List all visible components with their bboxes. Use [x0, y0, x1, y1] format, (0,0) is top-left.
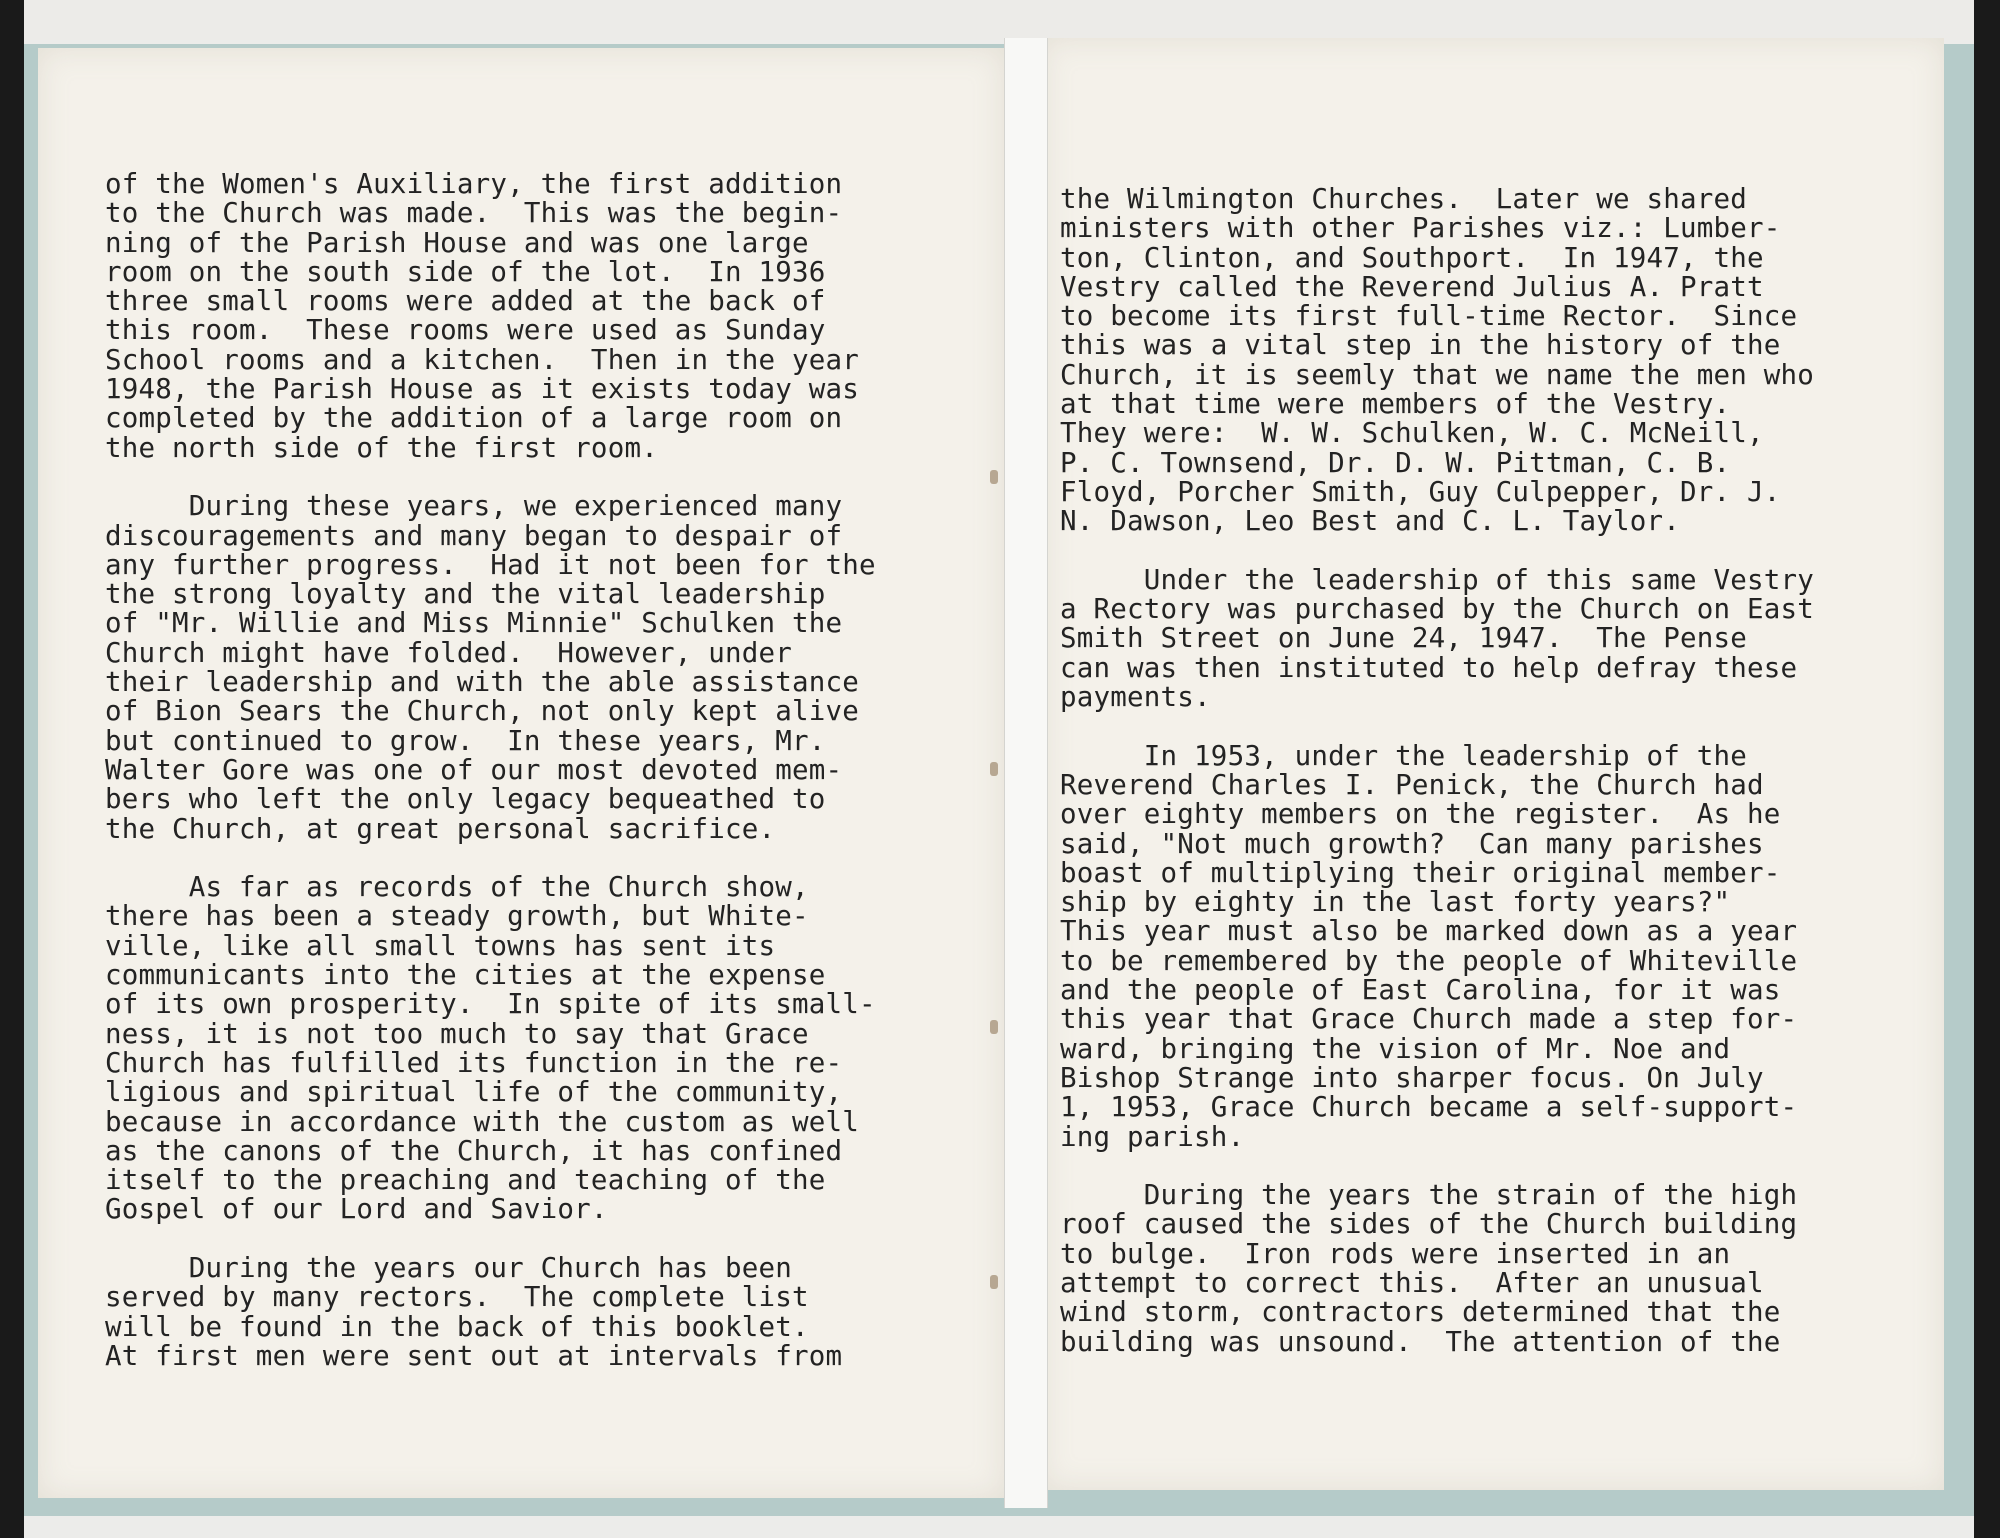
text-line: Reverend Charles I. Penick, the Church had — [1060, 768, 1764, 801]
text-line: of the Women's Auxiliary, the first addition — [105, 168, 843, 200]
right-page-text — [1060, 185, 1814, 1357]
text-line: communicants into the cities at the expense — [105, 959, 826, 992]
text-line: this room. These rooms were used as Sunday — [105, 314, 826, 347]
text-line: ton, Clinton, and Southport. In 1947, the — [1060, 241, 1764, 274]
text-line: discouragements and many began to despair of — [105, 519, 843, 552]
left-page-text — [105, 170, 876, 1371]
text-line: N. Dawson, Leo Best and C. L. Taylor. — [1060, 505, 1680, 538]
text-line: As far as records of the Church show, — [105, 871, 809, 904]
text-line: to become its first full-time Rector. Since — [1060, 300, 1798, 333]
scan-background — [0, 0, 2000, 40]
text-line: ministers with other Parishes viz.: Lumber- — [1060, 212, 1781, 245]
text-line: building was unsound. The attention of the — [1060, 1325, 1781, 1358]
staple-mark — [990, 1275, 998, 1289]
text-line: Walter Gore was one of our most devoted mem- — [105, 753, 843, 786]
text-line — [1060, 712, 1814, 741]
text-line: can was then instituted to help defray these — [1060, 651, 1798, 684]
text-line: boast of multiplying their original member- — [1060, 856, 1781, 889]
text-line: Church might have folded. However, under — [105, 636, 793, 669]
text-line: to be remembered by the people of Whiteville — [1060, 944, 1798, 977]
text-line: ness, it is not too much to say that Grace — [105, 1017, 809, 1050]
text-line: itself to the preaching and teaching of the — [105, 1164, 826, 1197]
text-line: at that time were members of the Vestry. — [1060, 388, 1731, 421]
text-line: Church has fulfilled its function in the re- — [105, 1046, 843, 1079]
text-line: During the years the strain of the high — [1060, 1179, 1798, 1212]
text-line: said, "Not much growth? Can many parishes — [1060, 827, 1764, 860]
text-line: of Bion Sears the Church, not only kept alive — [105, 695, 860, 728]
text-line — [1060, 1152, 1814, 1181]
text-line: Under the leadership of this same Vestry — [1060, 563, 1815, 596]
text-line — [105, 1225, 876, 1254]
text-line: the Wilmington Churches. Later we shared — [1060, 183, 1748, 215]
text-line: roof caused the sides of the Church building — [1060, 1208, 1798, 1241]
text-line — [1060, 537, 1814, 566]
text-line: because in accordance with the custom as well — [105, 1105, 860, 1138]
text-line: School rooms and a kitchen. Then in the year — [105, 343, 860, 376]
text-line: the Church, at great personal sacrifice. — [105, 812, 776, 845]
text-line: over eighty members on the register. As he — [1060, 798, 1781, 831]
text-line: This year must also be marked down as a year — [1060, 915, 1798, 948]
text-line: Smith Street on June 24, 1947. The Pense — [1060, 622, 1748, 655]
staple-mark — [990, 470, 998, 484]
text-line: ning of the Parish House and was one large — [105, 226, 809, 259]
text-line — [105, 844, 876, 873]
text-line: their leadership and with the able assistance — [105, 666, 860, 699]
text-line: of "Mr. Willie and Miss Minnie" Schulken the — [105, 607, 843, 640]
text-line: but continued to grow. In these years, Mr. — [105, 724, 826, 757]
text-line: completed by the addition of a large room on — [105, 402, 843, 435]
text-line: ing parish. — [1060, 1120, 1245, 1153]
text-line: and the people of East Carolina, for it was — [1060, 974, 1781, 1007]
text-line: At first men were sent out at intervals from — [105, 1339, 843, 1372]
text-line: During these years, we experienced many — [105, 490, 843, 523]
text-line: ship by eighty in the last forty years?" — [1060, 886, 1731, 919]
text-line: ville, like all small towns has sent its — [105, 929, 776, 962]
text-line: to the Church was made. This was the begin- — [105, 197, 843, 230]
text-line: room on the south side of the lot. In 1936 — [105, 255, 826, 288]
text-line: of its own prosperity. In spite of its small- — [105, 988, 876, 1021]
scan-border-right — [1974, 0, 2000, 1538]
text-line: attempt to correct this. After an unusual — [1060, 1266, 1764, 1299]
text-line: 1948, the Parish House as it exists today was — [105, 373, 860, 406]
text-line: to bulge. Iron rods were inserted in an — [1060, 1237, 1731, 1270]
text-line: three small rooms were added at the back of — [105, 285, 826, 318]
text-line: the north side of the first room. — [105, 431, 658, 464]
text-line: Gospel of our Lord and Savior. — [105, 1193, 608, 1226]
text-line: bers who left the only legacy bequeathed to — [105, 783, 826, 816]
text-line: this year that Grace Church made a step for- — [1060, 1003, 1798, 1036]
text-line: as the canons of the Church, it has confined — [105, 1134, 843, 1167]
text-line: Vestry called the Reverend Julius A. Pratt — [1060, 270, 1764, 303]
text-line: wind storm, contractors determined that the — [1060, 1296, 1781, 1329]
text-line — [105, 463, 876, 492]
text-line: ward, bringing the vision of Mr. Noe and — [1060, 1032, 1731, 1065]
text-line: this was a vital step in the history of the — [1060, 329, 1781, 362]
text-line: a Rectory was purchased by the Church on East — [1060, 593, 1815, 626]
text-line: payments. — [1060, 681, 1211, 714]
binding-tape — [1004, 38, 1048, 1508]
text-line: will be found in the back of this booklet. — [105, 1310, 809, 1343]
text-line: Church, it is seemly that we name the men who — [1060, 358, 1815, 391]
text-line: Floyd, Porcher Smith, Guy Culpepper, Dr. J. — [1060, 475, 1781, 508]
text-line: any further progress. Had it not been for the — [105, 548, 876, 581]
text-line: In 1953, under the leadership of the — [1060, 739, 1748, 772]
text-line: During the years our Church has been — [105, 1251, 793, 1284]
text-line: served by many rectors. The complete list — [105, 1281, 809, 1314]
text-line: Bishop Strange into sharper focus. On July — [1060, 1061, 1764, 1094]
text-line: ligious and spiritual life of the community, — [105, 1076, 843, 1109]
text-line: the strong loyalty and the vital leadership — [105, 578, 826, 611]
staple-mark — [990, 1020, 998, 1034]
text-line: there has been a steady growth, but White- — [105, 900, 809, 933]
text-line: They were: W. W. Schulken, W. C. McNeill, — [1060, 417, 1764, 450]
text-line: 1, 1953, Grace Church became a self-support- — [1060, 1091, 1798, 1124]
staple-mark — [990, 762, 998, 776]
scan-border-left — [0, 0, 24, 1538]
text-line: P. C. Townsend, Dr. D. W. Pittman, C. B. — [1060, 446, 1731, 479]
